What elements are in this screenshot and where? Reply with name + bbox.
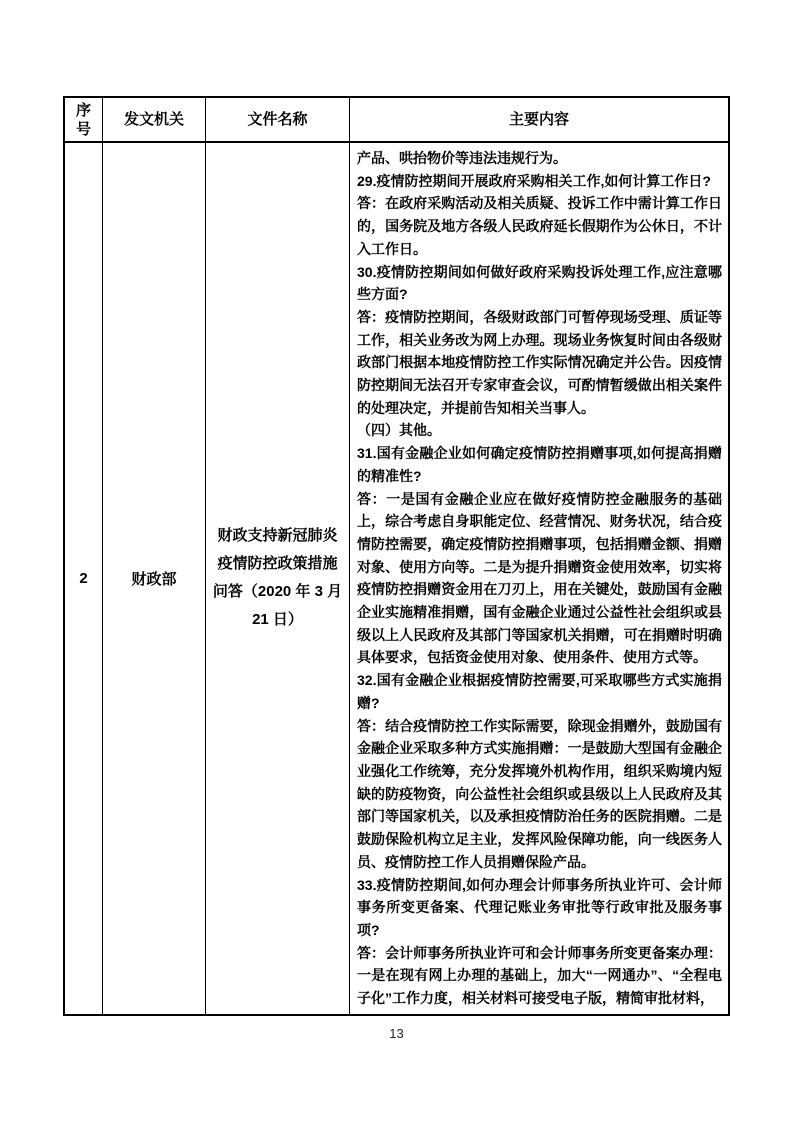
content-paragraph: 产品、哄抬物价等违法违规行为。 (357, 150, 567, 166)
header-index-label: 序号 (75, 101, 91, 138)
row-agency-value: 财政部 (131, 570, 177, 588)
content-paragraph: 答：会计师事务所执业许可和会计师事务所变更备案办理：一是在现有网上办理的基础上，加大“一网通办”、“全程电子化”工作力度，相关材料可接受电子版，精简审批材料， (357, 944, 722, 1007)
content-paragraph: （四）其他。 (357, 422, 441, 439)
table-row (65, 143, 728, 1014)
content-paragraph: 29.疫情防控期间开展政府采购相关工作,如何计算工作日? (357, 172, 711, 189)
cell-document-name (206, 143, 350, 1014)
content-paragraph: 31.国有金融企业如何确定疫情防控捐赠事项,如何提高捐赠的精准性? (357, 445, 722, 484)
header-main-content-label: 主要内容 (508, 111, 569, 128)
header-agency-label: 发文机关 (123, 111, 184, 128)
header-agency (103, 98, 206, 141)
cell-index (65, 143, 103, 1014)
content-paragraph: 30.疫情防控期间如何做好政府采购投诉处理工作,应注意哪些方面? (357, 263, 722, 303)
header-document-name-label: 文件名称 (247, 111, 308, 128)
row-index-value: 2 (79, 569, 88, 587)
page-number: 13 (389, 1026, 404, 1041)
content-paragraph: 33.疫情防控期间,如何办理会计师事务所执业许可、会计师事务所变更备案、代理记账业务审批等行政审批及服务事项? (357, 876, 722, 938)
content-paragraph: 32.国有金融企业根据疫情防控需要,可采取哪些方式实施捐赠? (357, 672, 722, 711)
row-document-name-value: 财政支持新冠肺炎疫情防控政策措施问答（2020 年 3 月 21 日） (212, 527, 343, 629)
content-paragraph: 答：在政府采购活动及相关质疑、投诉工作中需计算工作日的，国务院及地方各级人民政府延长假期作为公休日，不计入工作日。 (357, 195, 722, 257)
header-main-content (350, 98, 728, 141)
cell-agency (103, 143, 206, 1014)
header-document-name (206, 98, 350, 141)
cell-main-content (350, 143, 728, 1014)
content-paragraph: 答：疫情防控期间，各级财政部门可暂停现场受理、质证等工作，相关业务改为网上办理。现场业务恢复时间由各级财政部门根据本地疫情防控工作实际情况确定并公告。因疫情防控期间无法召开专家审查会议，可酌情暂缓做出相关案件的处理决定，并提前告知相关当事人。 (357, 308, 722, 416)
policy-table (63, 96, 730, 1016)
table-header-row (65, 98, 728, 143)
content-paragraph: 答：结合疫情防控工作实际需要，除现金捐赠外，鼓励国有金融企业采取多种方式实施捐赠：一是鼓励大型国有金融企业强化工作统筹，充分发挥境外机构作用，组织采购境内短缺的防疫物资，向公益性社会组织或县级以上人民政府及其部门等国家机关，以及承担疫情防治任务的医院捐赠。二是鼓励保险机构立足主业，发挥风险保障功能，向一线医务人员、疫情防控工作人员捐赠保险产品。 (357, 717, 722, 870)
content-paragraph: 答：一是国有金融企业应在做好疫情防控金融服务的基础上，综合考虑自身职能定位、经营情况、财务状况，结合疫情防控需要，确定疫情防控捐赠事项，包括捐赠金额、捐赠对象、使用方向等。二是为提升捐赠资金使用效率，切实将疫情防控捐赠资金用在刀刃上，用在关键处，鼓励国有金融企业实施精准捐赠，国有金融企业通过公益性社会组织或县级以上人民政府及其部门等国家机关捐赠，可在捐赠时明确具体要求，包括资金使用对象、使用条件、使用方式等。 (357, 490, 722, 666)
header-index (65, 98, 103, 141)
